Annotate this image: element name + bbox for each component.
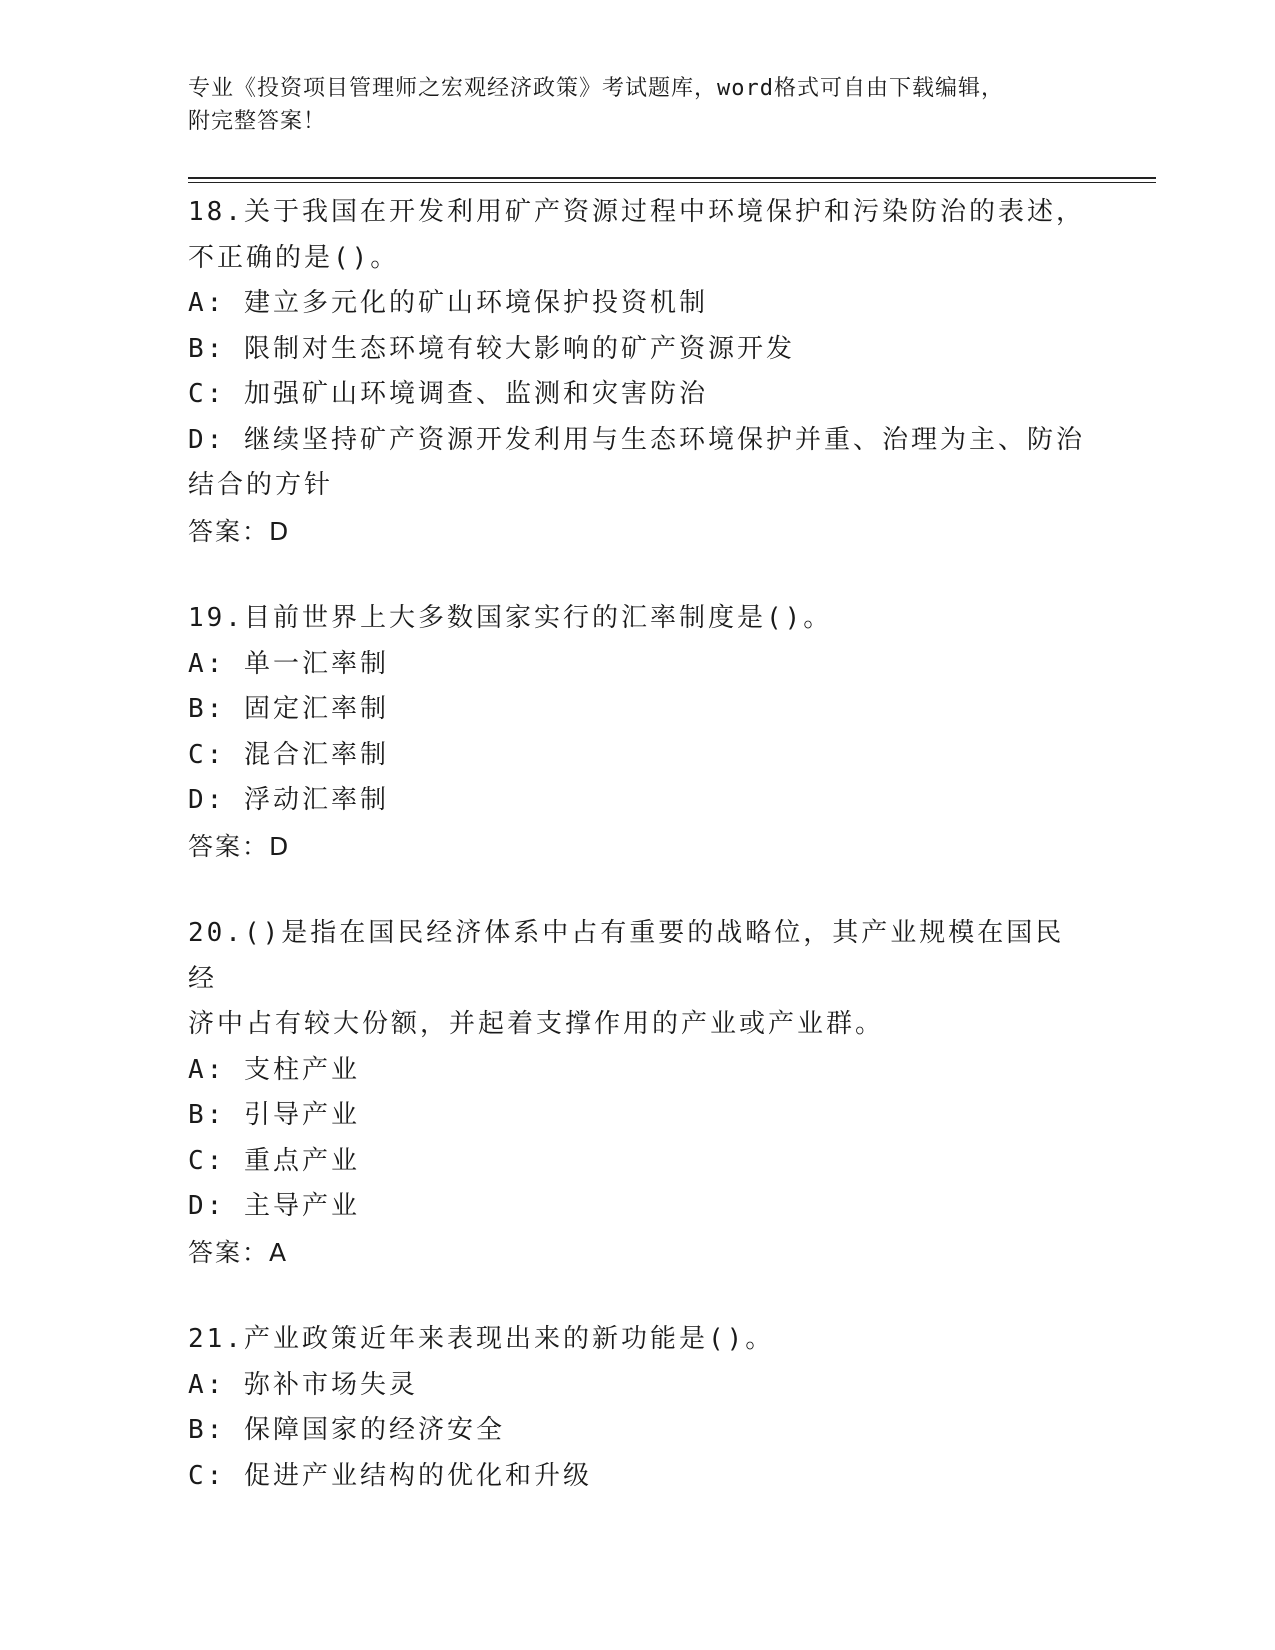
answer-option-line: C: 重点产业 bbox=[188, 1145, 360, 1176]
question-block bbox=[188, 1317, 1088, 1499]
answer-option-line: 结合的方针 bbox=[188, 470, 334, 500]
answer-option-line: D: 主导产业 bbox=[188, 1191, 360, 1221]
question-list bbox=[188, 190, 1088, 1541]
answer-key: 答案：D bbox=[188, 831, 291, 861]
answer-key: 答案：A bbox=[188, 1237, 289, 1267]
answer-option-line: B: 引导产业 bbox=[188, 1100, 360, 1130]
question-block bbox=[188, 911, 1088, 1275]
header-line-2: 附完整答案！ bbox=[188, 109, 327, 134]
answer-option-line: A: 建立多元化的矿山环境保护投资机制 bbox=[188, 288, 708, 318]
answer-option-line: C: 加强矿山环境调查、监测和灾害防治 bbox=[188, 379, 708, 409]
header-divider-thin bbox=[188, 182, 1156, 183]
answer-option-line: B: 限制对生态环境有较大影响的矿产资源开发 bbox=[188, 333, 795, 364]
header-line-1: 专业《投资项目管理师之宏观经济政策》考试题库，word格式可自由下载编辑， bbox=[188, 76, 1004, 101]
answer-option-line: D: 浮动汇率制 bbox=[188, 785, 389, 815]
answer-option-line: B: 保障国家的经济安全 bbox=[188, 1415, 505, 1445]
question-stem-line: 20.()是指在国民经济体系中占有重要的战略位，其产业规模在国民经 bbox=[188, 918, 1065, 994]
question-stem-line: 济中占有较大份额，并起着支撑作用的产业或产业群。 bbox=[188, 1009, 885, 1039]
answer-option-line: A: 单一汇率制 bbox=[188, 648, 389, 679]
question-block bbox=[188, 596, 1088, 869]
answer-option-line: A: 弥补市场失灵 bbox=[188, 1369, 418, 1400]
header-divider-thick bbox=[188, 177, 1156, 179]
answer-option-line: A: 支柱产业 bbox=[188, 1054, 360, 1085]
question-stem-line: 18.关于我国在开发利用矿产资源过程中环境保护和污染防治的表述， bbox=[188, 197, 1085, 227]
question-block bbox=[188, 190, 1088, 554]
answer-option-line: B: 固定汇率制 bbox=[188, 694, 389, 724]
question-stem-line: 不正确的是()。 bbox=[188, 242, 400, 273]
answer-option-line: D: 继续坚持矿产资源开发利用与生态环境保护并重、治理为主、防治 bbox=[188, 424, 1085, 455]
answer-option-line: C: 促进产业结构的优化和升级 bbox=[188, 1460, 592, 1491]
document-header bbox=[188, 72, 1088, 138]
answer-key: 答案：D bbox=[188, 516, 291, 546]
question-stem-line: 21.产业政策近年来表现出来的新功能是()。 bbox=[188, 1324, 775, 1354]
answer-option-line: C: 混合汇率制 bbox=[188, 739, 389, 770]
question-stem-line: 19.目前世界上大多数国家实行的汇率制度是()。 bbox=[188, 603, 833, 633]
